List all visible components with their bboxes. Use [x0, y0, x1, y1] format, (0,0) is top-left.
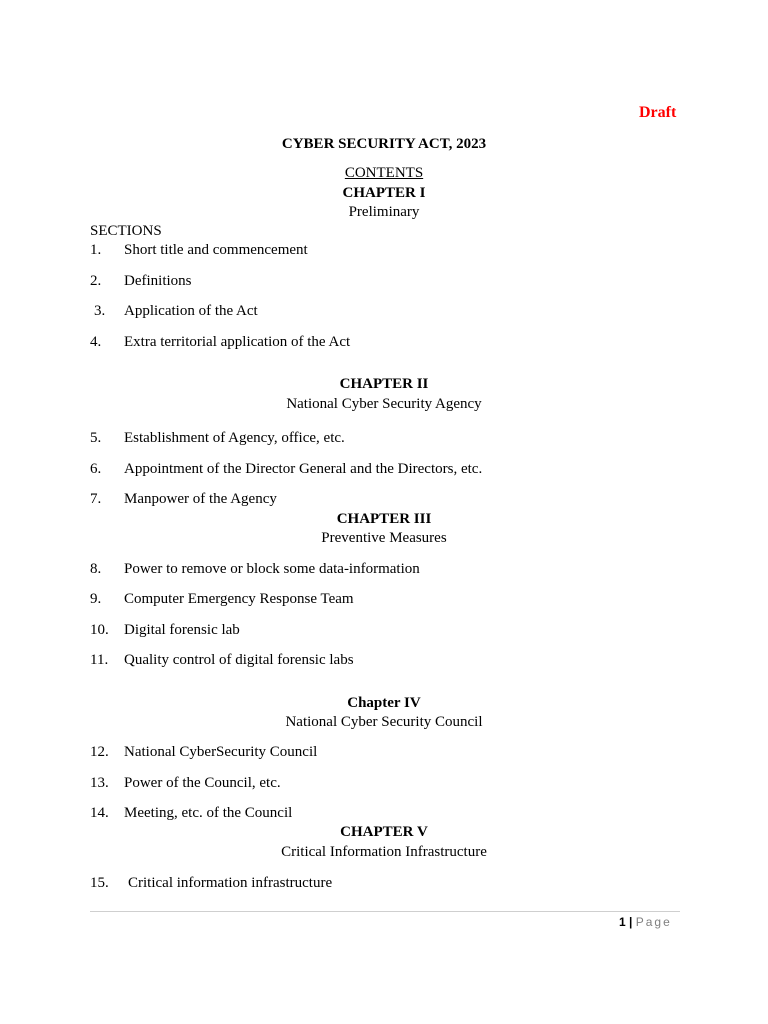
page-number: 1 — [619, 915, 626, 929]
section-title: Digital forensic lab — [124, 622, 240, 638]
section-number: 7. — [90, 491, 102, 507]
chapter-heading: Chapter IV — [347, 695, 421, 711]
section-number: 6. — [90, 461, 102, 477]
section-number: 9. — [90, 591, 102, 607]
section-number: 5. — [90, 430, 102, 446]
chapter-subtitle: National Cyber Security Agency — [286, 396, 482, 412]
chapter-subtitle: Preliminary — [348, 204, 420, 220]
document-title: CYBER SECURITY ACT, 2023 — [281, 136, 487, 152]
section-number: 1. — [90, 242, 102, 258]
page-footer — [619, 915, 672, 929]
chapter-heading: CHAPTER V — [340, 824, 428, 840]
section-number: 4. — [90, 334, 102, 350]
chapter-subtitle: Preventive Measures — [321, 530, 447, 546]
section-number: 3. — [94, 303, 106, 319]
section-title: Meeting, etc. of the Council — [124, 805, 293, 821]
chapter-heading: CHAPTER III — [336, 511, 432, 527]
footer-divider — [90, 911, 680, 912]
chapter-subtitle: Critical Information Infrastructure — [281, 844, 487, 860]
section-number: 2. — [90, 273, 102, 289]
section-title: Power to remove or block some data-information — [124, 561, 420, 577]
section-number: 13. — [90, 775, 109, 791]
chapter-heading: CHAPTER I — [342, 185, 426, 201]
section-number: 8. — [90, 561, 102, 577]
chapter-heading: CHAPTER II — [339, 376, 429, 392]
section-title: Manpower of the Agency — [124, 491, 277, 507]
section-number: 14. — [90, 805, 109, 821]
section-number: 10. — [90, 622, 109, 638]
contents-heading: CONTENTS — [344, 165, 424, 181]
section-title: Computer Emergency Response Team — [124, 591, 354, 607]
section-number: 11. — [90, 652, 109, 668]
section-title: Extra territorial application of the Act — [124, 334, 351, 350]
page-separator: | — [629, 915, 633, 929]
section-title: Application of the Act — [124, 303, 258, 319]
section-title: Definitions — [124, 273, 192, 289]
section-title: Appointment of the Director General and the Directors, etc. — [124, 461, 483, 477]
page-word: Page — [635, 915, 672, 929]
section-title: Establishment of Agency, office, etc. — [124, 430, 345, 446]
chapter-subtitle: National Cyber Security Council — [285, 714, 483, 730]
section-number: 12. — [90, 744, 109, 760]
section-number: 15. — [90, 875, 109, 891]
section-title: Power of the Council, etc. — [124, 775, 281, 791]
draft-label: Draft — [639, 104, 677, 121]
section-title: Critical information infrastructure — [128, 875, 333, 891]
sections-label: SECTIONS — [90, 223, 162, 239]
section-title: Short title and commencement — [124, 242, 308, 258]
section-title: National CyberSecurity Council — [124, 744, 318, 760]
section-title: Quality control of digital forensic labs — [124, 652, 354, 668]
